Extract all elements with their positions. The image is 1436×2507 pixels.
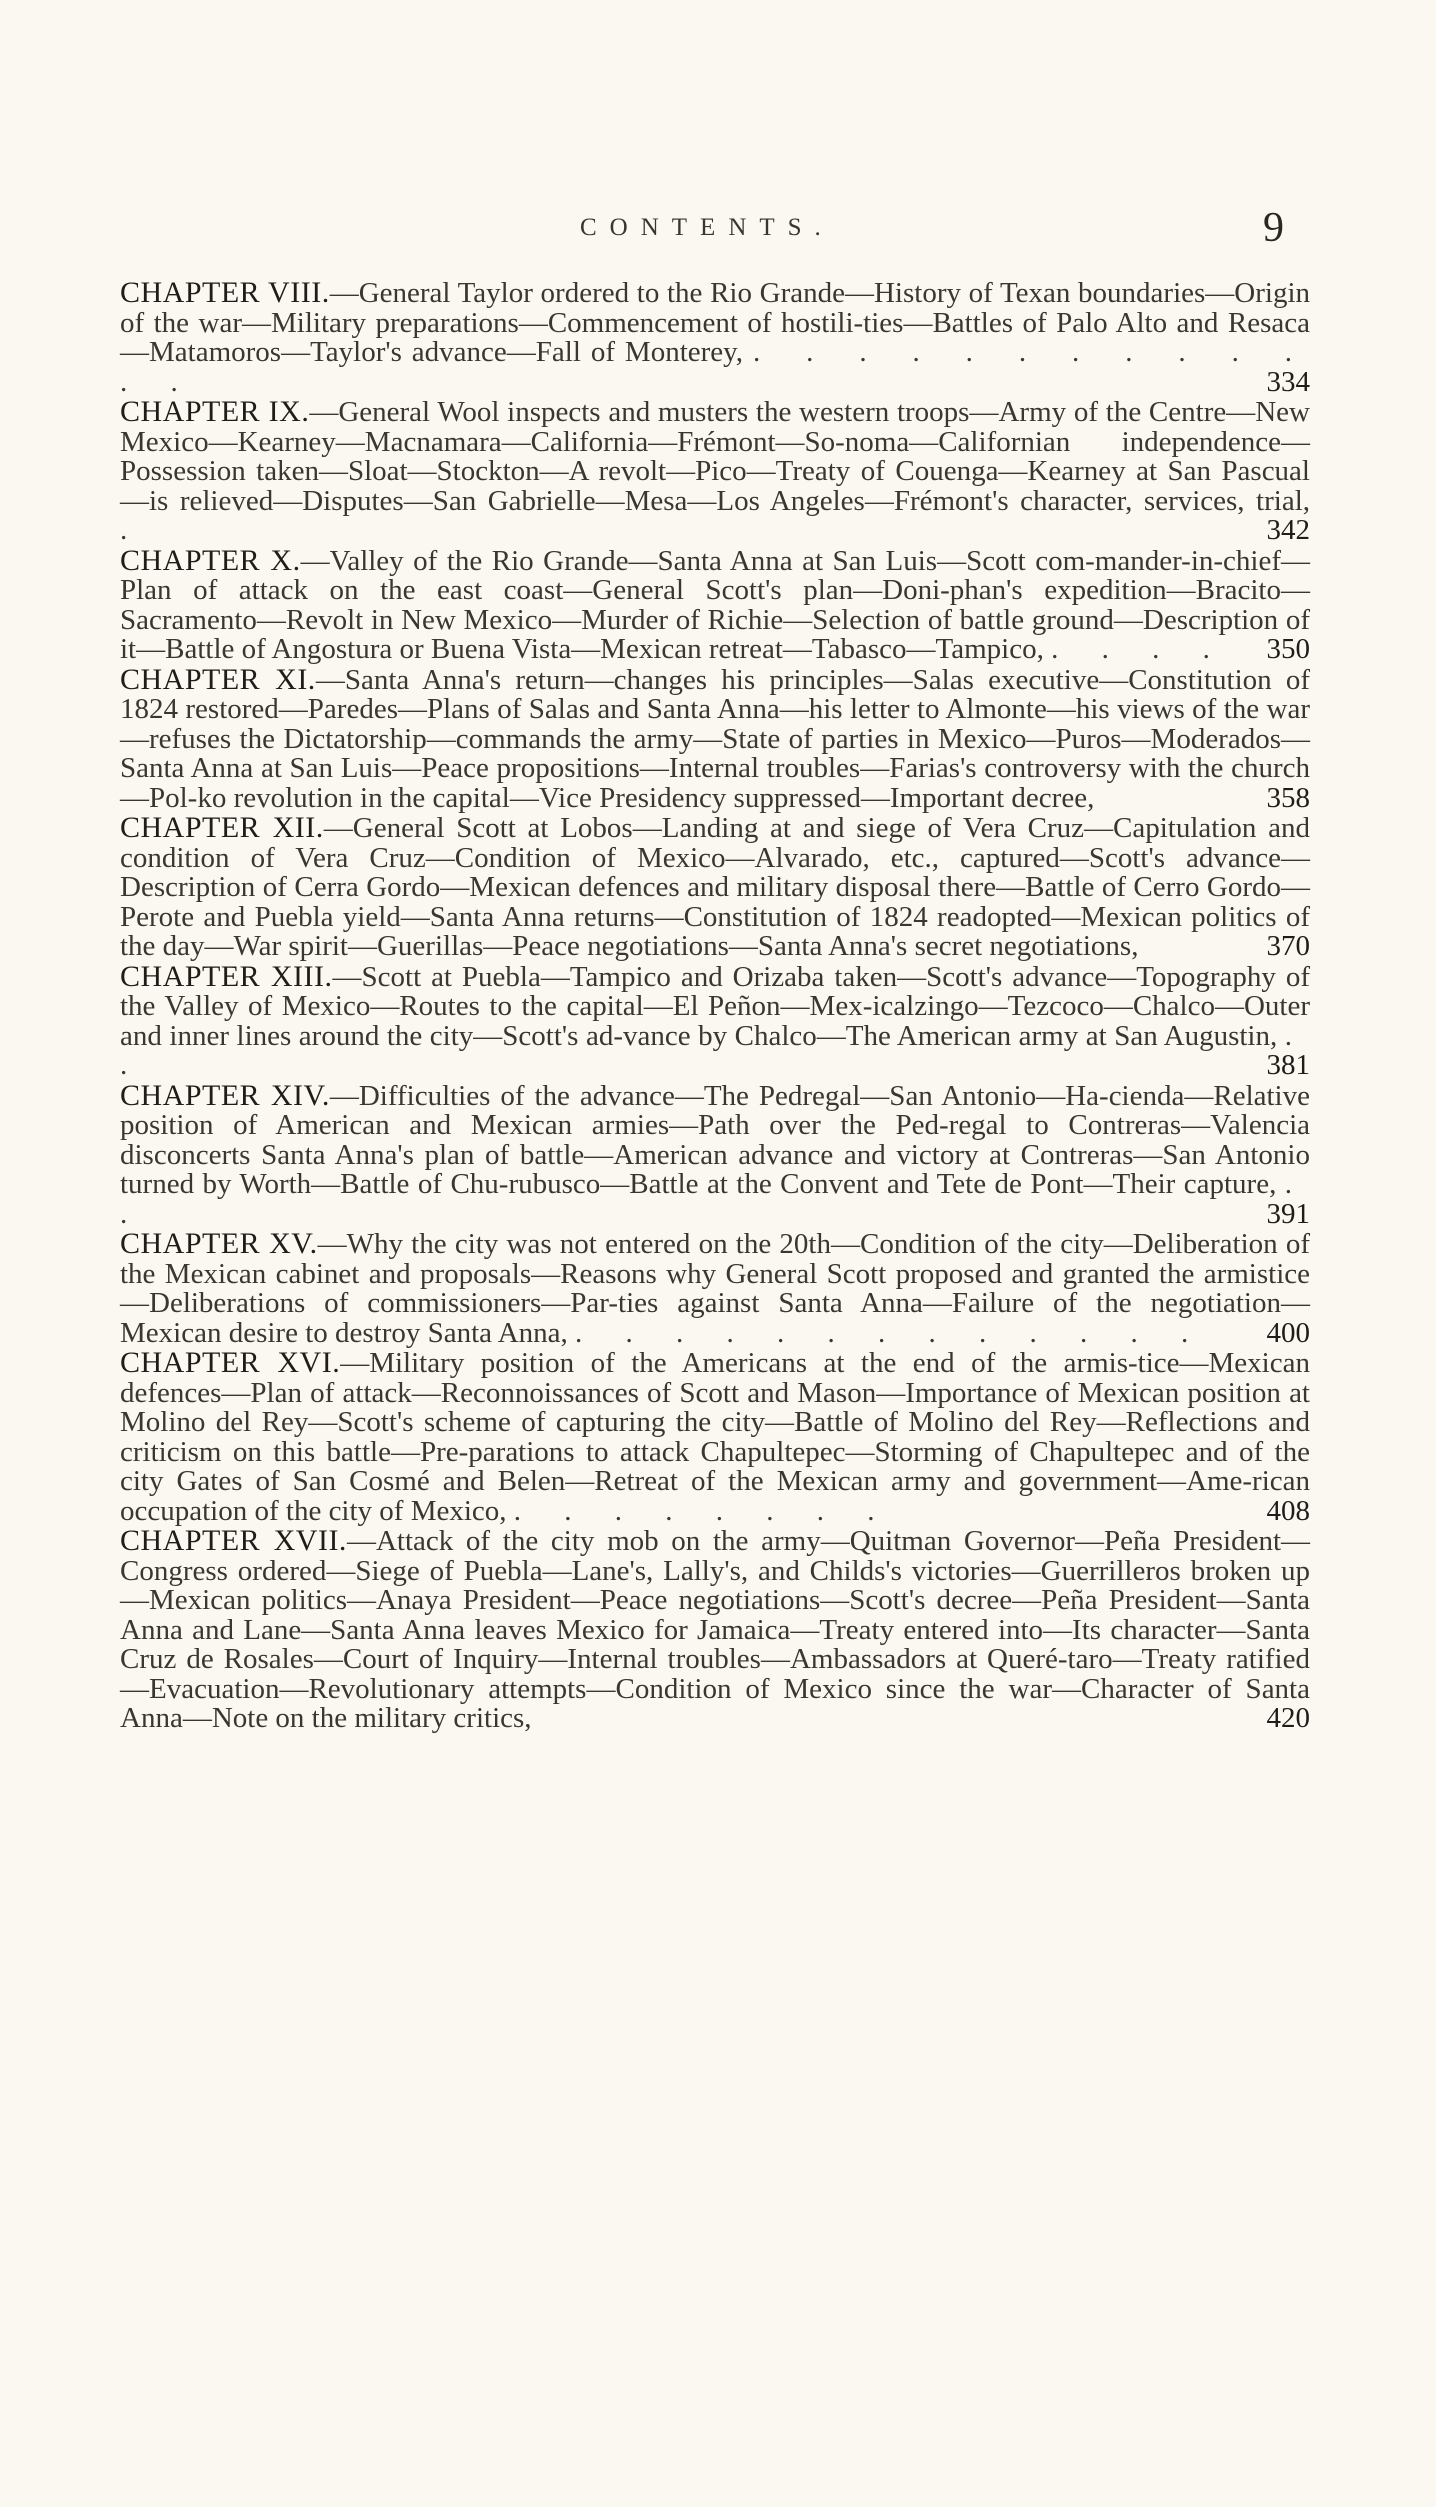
chapter-label: CHAPTER XII. [120,811,324,844]
chapter-entry-xiii [120,959,1311,1081]
chapter-summary: —Santa Anna's return—changes his principles—Salas executive—Constitution of 1824 restored—Paredes—Plans of Salas and Santa Anna—his letter to Almonte—his views of the war—refuses the Dictatorship—commands the army—State of parties in Mexico—Puros—Moderados—Santa Anna at San Luis—Peace propositions—Internal troubles—Farias's controversy with the church—Pol-ko revolution in the capital—Vice Presidency suppressed—Important decree, [120,663,1310,814]
chapter-page-number: 358 [1266,781,1310,814]
chapter-page-number: 370 [1266,930,1310,962]
chapter-entry-xii [120,813,1310,962]
chapter-entry-xvii [120,1526,1310,1734]
chapter-entry-xvi [120,1348,1310,1526]
chapter-entry-ix [120,397,1310,546]
chapter-entry-viii [120,278,1310,397]
chapter-label: CHAPTER XIII. [120,959,333,993]
chapter-label: CHAPTER XI. [120,662,316,696]
chapter-entry-xi [120,662,1310,814]
chapter-page-number: 391 [1266,1197,1310,1230]
dot-leader: . . . . . . . . . . . . . [120,336,1311,398]
table-of-contents [120,278,1310,1734]
chapter-page-number: 381 [1266,1049,1310,1081]
chapter-page-number: 342 [1266,514,1310,546]
dot-leader: . . [120,1168,1311,1230]
chapter-entry-xiv [120,1078,1311,1230]
chapter-entry-xv [120,1229,1310,1348]
running-head-title: CONTENTS. [580,214,834,241]
dot-leader: . . . . . . . . . . . . . [575,1316,1207,1349]
chapter-page-number: 334 [1266,365,1310,398]
page-number: 9 [1263,205,1284,251]
dot-leader: . [120,514,146,546]
chapter-summary: —Why the city was not entered on the 20th—Condition of the city—Deliberation of the Mexican cabinet and proposals—Reasons why General Scott proposed and granted the armistice—Deliberations of commissioners—Par-ties against Santa Anna—Failure of the negotiation—Mexican desire to destroy Santa Anna, [120,1228,1310,1349]
chapter-summary: —Military position of the Americans at the end of the armis-tice—Mexican defences—Plan of attack—Reconnoissances of Scott and Mason—Importance of Mexican position at Molino del Rey—Scott's scheme of capturing the city—Battle of Molino del Rey—Reflections and criticism on this battle—Pre-parations to attack Chapultepec—Storming of Chapultepec and of the city Gates of San Cosmé and Belen—Retreat of the Mexican army and government—Ame-rican occupation of the city of Mexico, [120,1347,1310,1527]
chapter-entry-x [120,543,1310,665]
chapter-page-number: 420 [1266,1702,1310,1734]
chapter-page-number: 350 [1266,633,1310,665]
chapter-label: CHAPTER XV. [120,1227,318,1260]
dot-leader: . . . . [1051,633,1228,665]
dot-leader: . . [120,1019,1311,1081]
chapter-label: CHAPTER XVII. [120,1524,347,1557]
chapter-summary: —Scott at Puebla—Tampico and Orizaba taken—Scott's advance—Topography of the Valley of Mexico—Routes to the capital—El Peñon—Mex-icalzingo—Tezcoco—Chalco—Outer and inner lines around the city—Scott's ad-vance by Chalco—The American army at San Augustin, [120,960,1310,1052]
chapter-summary: —General Scott at Lobos—Landing at and siege of Vera Cruz—Capitulation and condition of Vera Cruz—Condition of Mexico—Alvarado, etc., captured—Scott's advance—Description of Cerra Gordo—Mexican defences and military disposal there—Battle of Cerro Gordo—Perote and Puebla yield—Santa Anna returns—Constitution of 1824 readopted—Mexican politics of the day—War spirit—Guerillas—Peace negotiations—Santa Anna's secret negotiations, [120,812,1310,962]
chapter-label: CHAPTER X. [120,543,301,577]
chapter-label: CHAPTER VIII. [120,276,330,309]
chapter-page-number: 408 [1266,1494,1310,1527]
running-head [120,204,1310,256]
chapter-summary: —General Wool inspects and musters the western troops—Army of the Centre—New Mexico—Kearney—Macnamara—California—Frémont—So-noma—Californian independence—Possession taken—Sloat—Stockton—A revolt—Pico—Treaty of Couenga—Kearney at San Pascual—is relieved—Disputes—San Gabrielle—Mesa—Los Angeles—Frémont's character, services, trial, [120,396,1310,517]
chapter-summary: —General Taylor ordered to the Rio Grande—History of Texan boundaries—Origin of the war—Military preparations—Commencement of hostili-ties—Battles of Palo Alto and Resaca—Matamoros—Taylor's advance—Fall of Monterey, [120,277,1310,368]
chapter-label: CHAPTER XIV. [120,1078,330,1112]
chapter-page-number: 400 [1266,1316,1310,1349]
chapter-label: CHAPTER XVI. [120,1346,341,1379]
chapter-label: CHAPTER IX. [120,395,310,428]
chapter-summary: —Attack of the city mob on the army—Quitman Governor—Peña President—Congress ordered—Siege of Puebla—Lane's, Lally's, and Childs's victories—Guerrilleros broken up—Mexican politics—Anaya President—Peace negotiations—Scott's decree—Peña President—Santa Anna and Lane—Santa Anna leaves Mexico for Jamaica—Treaty entered into—Its character—Santa Cruz de Rosales—Court of Inquiry—Internal troubles—Ambassadors at Queré-taro—Treaty ratified—Evacuation—Revolutionary attempts—Condition of Mexico since the war—Character of Santa Anna—Note on the military critics, [120,1525,1310,1734]
chapter-summary: —Valley of the Rio Grande—Santa Anna at San Luis—Scott com-mander-in-chief—Plan of attack on the east coast—General Scott's plan—Doni-phan's expedition—Bracito—Sacramento—Revolt in New Mexico—Murder of Richie—Selection of battle ground—Description of it—Battle of Angostura or Buena Vista—Mexican retreat—Tabasco—Tampico, [120,544,1310,665]
chapter-summary: —Difficulties of the advance—The Pedregal—San Antonio—Ha-cienda—Relative position of American and Mexican armies—Path over the Ped-regal to Contreras—Valencia disconcerts Santa Anna's plan of battle—American advance and victory at Contreras—San Antonio turned by Worth—Battle of Chu-rubusco—Battle at the Convent and Tete de Pont—Their capture, [120,1079,1310,1200]
dot-leader: . . . . . . . . [513,1494,893,1527]
